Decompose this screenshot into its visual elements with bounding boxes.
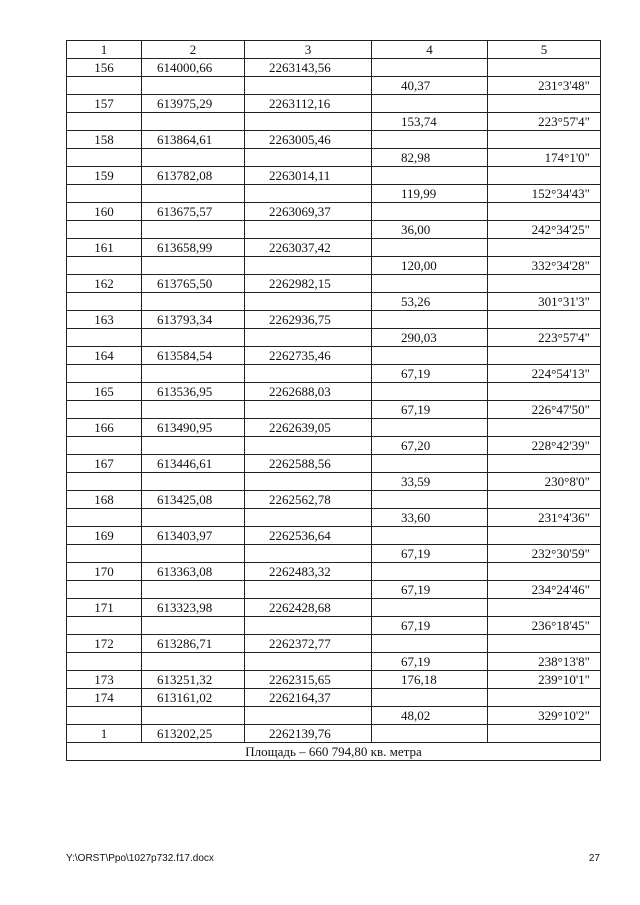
table-row bbox=[67, 221, 601, 239]
table-row bbox=[67, 257, 601, 275]
x-coordinate-cell bbox=[142, 185, 245, 203]
bearing-cell bbox=[488, 275, 601, 293]
bearing-cell bbox=[488, 167, 601, 185]
point-number-cell: 172 bbox=[67, 635, 142, 653]
bearing-cell bbox=[488, 383, 601, 401]
table-row bbox=[67, 59, 601, 77]
area-summary-text: Площадь – 660 794,80 кв. метра bbox=[67, 743, 601, 761]
distance-cell bbox=[372, 563, 488, 581]
point-number-cell: 157 bbox=[67, 95, 142, 113]
x-coordinate-cell: 613251,32 bbox=[142, 671, 245, 689]
x-coordinate-cell bbox=[142, 509, 245, 527]
y-coordinate-cell: 2263143,56 bbox=[245, 59, 372, 77]
table-row bbox=[67, 185, 601, 203]
distance-cell bbox=[372, 725, 488, 743]
bearing-cell bbox=[488, 95, 601, 113]
y-coordinate-cell: 2262639,05 bbox=[245, 419, 372, 437]
point-number-cell bbox=[67, 149, 142, 167]
point-number-cell: 163 bbox=[67, 311, 142, 329]
bearing-cell bbox=[488, 59, 601, 77]
y-coordinate-cell: 2263005,46 bbox=[245, 131, 372, 149]
bearing-cell: 223°57'4" bbox=[488, 329, 601, 347]
point-number-cell bbox=[67, 653, 142, 671]
bearing-cell: 223°57'4" bbox=[488, 113, 601, 131]
x-coordinate-cell bbox=[142, 473, 245, 491]
distance-cell: 153,74 bbox=[372, 113, 488, 131]
point-number-cell: 156 bbox=[67, 59, 142, 77]
table-row bbox=[67, 293, 601, 311]
table-row bbox=[67, 77, 601, 95]
table-row bbox=[67, 419, 601, 437]
y-coordinate-cell: 2263112,16 bbox=[245, 95, 372, 113]
y-coordinate-cell bbox=[245, 221, 372, 239]
distance-cell bbox=[372, 635, 488, 653]
y-coordinate-cell bbox=[245, 437, 372, 455]
table-row bbox=[67, 311, 601, 329]
point-number-cell bbox=[67, 707, 142, 725]
distance-cell bbox=[372, 203, 488, 221]
distance-cell bbox=[372, 419, 488, 437]
x-coordinate-cell bbox=[142, 581, 245, 599]
bearing-cell: 332°34'28" bbox=[488, 257, 601, 275]
distance-cell: 176,18 bbox=[372, 671, 488, 689]
x-coordinate-cell: 613658,99 bbox=[142, 239, 245, 257]
bearing-cell: 242°34'25" bbox=[488, 221, 601, 239]
distance-cell: 67,19 bbox=[372, 581, 488, 599]
y-coordinate-cell: 2262164,37 bbox=[245, 689, 372, 707]
bearing-cell: 301°31'3" bbox=[488, 293, 601, 311]
y-coordinate-cell: 2263014,11 bbox=[245, 167, 372, 185]
table-row bbox=[67, 581, 601, 599]
y-coordinate-cell: 2262936,75 bbox=[245, 311, 372, 329]
y-coordinate-cell bbox=[245, 401, 372, 419]
bearing-cell: 152°34'43" bbox=[488, 185, 601, 203]
distance-cell: 67,19 bbox=[372, 401, 488, 419]
table-row bbox=[67, 401, 601, 419]
y-coordinate-cell bbox=[245, 257, 372, 275]
bearing-cell: 238°13'8" bbox=[488, 653, 601, 671]
y-coordinate-cell: 2262735,46 bbox=[245, 347, 372, 365]
point-number-cell bbox=[67, 221, 142, 239]
y-coordinate-cell: 2263069,37 bbox=[245, 203, 372, 221]
bearing-cell: 236°18'45" bbox=[488, 617, 601, 635]
table-row bbox=[67, 617, 601, 635]
table-row bbox=[67, 239, 601, 257]
point-number-cell: 158 bbox=[67, 131, 142, 149]
point-number-cell bbox=[67, 545, 142, 563]
bearing-cell bbox=[488, 527, 601, 545]
point-number-cell: 165 bbox=[67, 383, 142, 401]
distance-cell: 40,37 bbox=[372, 77, 488, 95]
distance-cell: 120,00 bbox=[372, 257, 488, 275]
x-coordinate-cell bbox=[142, 113, 245, 131]
bearing-cell bbox=[488, 725, 601, 743]
table-row bbox=[67, 275, 601, 293]
bearing-cell bbox=[488, 311, 601, 329]
x-coordinate-cell: 613286,71 bbox=[142, 635, 245, 653]
distance-cell bbox=[372, 131, 488, 149]
point-number-cell bbox=[67, 401, 142, 419]
bearing-cell: 224°54'13" bbox=[488, 365, 601, 383]
table-row bbox=[67, 455, 601, 473]
x-coordinate-cell bbox=[142, 707, 245, 725]
distance-cell: 119,99 bbox=[372, 185, 488, 203]
point-number-cell: 168 bbox=[67, 491, 142, 509]
x-coordinate-cell: 613403,97 bbox=[142, 527, 245, 545]
distance-cell: 33,60 bbox=[372, 509, 488, 527]
x-coordinate-cell: 613425,08 bbox=[142, 491, 245, 509]
distance-cell bbox=[372, 95, 488, 113]
point-number-cell bbox=[67, 113, 142, 131]
bearing-cell bbox=[488, 347, 601, 365]
point-number-cell: 1 bbox=[67, 725, 142, 743]
table-row bbox=[67, 653, 601, 671]
bearing-cell bbox=[488, 599, 601, 617]
bearing-cell bbox=[488, 131, 601, 149]
point-number-cell: 159 bbox=[67, 167, 142, 185]
distance-cell: 67,19 bbox=[372, 365, 488, 383]
x-coordinate-cell bbox=[142, 77, 245, 95]
y-coordinate-cell bbox=[245, 293, 372, 311]
y-coordinate-cell: 2262483,32 bbox=[245, 563, 372, 581]
distance-cell: 48,02 bbox=[372, 707, 488, 725]
x-coordinate-cell: 613864,61 bbox=[142, 131, 245, 149]
y-coordinate-cell bbox=[245, 653, 372, 671]
header-cell-2: 2 bbox=[142, 41, 245, 59]
distance-cell bbox=[372, 167, 488, 185]
y-coordinate-cell bbox=[245, 185, 372, 203]
x-coordinate-cell bbox=[142, 653, 245, 671]
x-coordinate-cell bbox=[142, 545, 245, 563]
table-row bbox=[67, 527, 601, 545]
area-summary-row bbox=[67, 743, 601, 761]
table-row bbox=[67, 635, 601, 653]
y-coordinate-cell bbox=[245, 113, 372, 131]
distance-cell bbox=[372, 59, 488, 77]
x-coordinate-cell: 613765,50 bbox=[142, 275, 245, 293]
distance-cell: 53,26 bbox=[372, 293, 488, 311]
x-coordinate-cell: 613202,25 bbox=[142, 725, 245, 743]
header-cell-4: 4 bbox=[372, 41, 488, 59]
point-number-cell: 171 bbox=[67, 599, 142, 617]
point-number-cell bbox=[67, 437, 142, 455]
x-coordinate-cell bbox=[142, 365, 245, 383]
bearing-cell: 329°10'2" bbox=[488, 707, 601, 725]
y-coordinate-cell: 2262588,56 bbox=[245, 455, 372, 473]
bearing-cell bbox=[488, 203, 601, 221]
y-coordinate-cell bbox=[245, 545, 372, 563]
header-cell-5: 5 bbox=[488, 41, 601, 59]
table-row bbox=[67, 329, 601, 347]
distance-cell: 67,19 bbox=[372, 617, 488, 635]
x-coordinate-cell bbox=[142, 149, 245, 167]
bearing-cell bbox=[488, 563, 601, 581]
y-coordinate-cell: 2262372,77 bbox=[245, 635, 372, 653]
table-header-row bbox=[67, 41, 601, 59]
distance-cell: 36,00 bbox=[372, 221, 488, 239]
distance-cell: 33,59 bbox=[372, 473, 488, 491]
bearing-cell: 174°1'0" bbox=[488, 149, 601, 167]
distance-cell bbox=[372, 311, 488, 329]
point-number-cell: 173 bbox=[67, 671, 142, 689]
distance-cell bbox=[372, 599, 488, 617]
table-row bbox=[67, 113, 601, 131]
distance-cell bbox=[372, 275, 488, 293]
table-row bbox=[67, 671, 601, 689]
header-cell-3: 3 bbox=[245, 41, 372, 59]
bearing-cell: 234°24'46" bbox=[488, 581, 601, 599]
table-row bbox=[67, 203, 601, 221]
bearing-cell: 226°47'50" bbox=[488, 401, 601, 419]
table-row bbox=[67, 473, 601, 491]
point-number-cell bbox=[67, 581, 142, 599]
table-row bbox=[67, 383, 601, 401]
y-coordinate-cell: 2263037,42 bbox=[245, 239, 372, 257]
y-coordinate-cell bbox=[245, 581, 372, 599]
table-row bbox=[67, 149, 601, 167]
table-row bbox=[67, 347, 601, 365]
distance-cell bbox=[372, 491, 488, 509]
x-coordinate-cell: 613323,98 bbox=[142, 599, 245, 617]
x-coordinate-cell: 613975,29 bbox=[142, 95, 245, 113]
y-coordinate-cell: 2262139,76 bbox=[245, 725, 372, 743]
distance-cell bbox=[372, 455, 488, 473]
point-number-cell: 167 bbox=[67, 455, 142, 473]
y-coordinate-cell: 2262536,64 bbox=[245, 527, 372, 545]
point-number-cell bbox=[67, 473, 142, 491]
distance-cell: 290,03 bbox=[372, 329, 488, 347]
bearing-cell bbox=[488, 491, 601, 509]
table-row bbox=[67, 365, 601, 383]
bearing-cell bbox=[488, 455, 601, 473]
point-number-cell bbox=[67, 257, 142, 275]
table-row bbox=[67, 491, 601, 509]
y-coordinate-cell: 2262562,78 bbox=[245, 491, 372, 509]
point-number-cell: 166 bbox=[67, 419, 142, 437]
coordinates-table bbox=[66, 40, 601, 761]
bearing-cell: 230°8'0" bbox=[488, 473, 601, 491]
footer-page-number: 27 bbox=[588, 853, 600, 864]
point-number-cell bbox=[67, 293, 142, 311]
table-row bbox=[67, 725, 601, 743]
bearing-cell bbox=[488, 635, 601, 653]
distance-cell: 67,20 bbox=[372, 437, 488, 455]
bearing-cell bbox=[488, 419, 601, 437]
table-row bbox=[67, 95, 601, 113]
point-number-cell bbox=[67, 617, 142, 635]
table-row bbox=[67, 689, 601, 707]
x-coordinate-cell bbox=[142, 401, 245, 419]
distance-cell bbox=[372, 383, 488, 401]
y-coordinate-cell bbox=[245, 473, 372, 491]
x-coordinate-cell bbox=[142, 437, 245, 455]
x-coordinate-cell: 614000,66 bbox=[142, 59, 245, 77]
x-coordinate-cell: 613536,95 bbox=[142, 383, 245, 401]
y-coordinate-cell bbox=[245, 365, 372, 383]
point-number-cell: 162 bbox=[67, 275, 142, 293]
y-coordinate-cell bbox=[245, 329, 372, 347]
bearing-cell bbox=[488, 239, 601, 257]
x-coordinate-cell bbox=[142, 617, 245, 635]
table-row bbox=[67, 509, 601, 527]
table-row bbox=[67, 707, 601, 725]
point-number-cell bbox=[67, 329, 142, 347]
x-coordinate-cell: 613363,08 bbox=[142, 563, 245, 581]
x-coordinate-cell: 613782,08 bbox=[142, 167, 245, 185]
x-coordinate-cell bbox=[142, 221, 245, 239]
y-coordinate-cell bbox=[245, 617, 372, 635]
x-coordinate-cell: 613161,02 bbox=[142, 689, 245, 707]
point-number-cell: 170 bbox=[67, 563, 142, 581]
header-cell-1: 1 bbox=[67, 41, 142, 59]
table-row bbox=[67, 599, 601, 617]
point-number-cell: 161 bbox=[67, 239, 142, 257]
table-row bbox=[67, 545, 601, 563]
x-coordinate-cell: 613490,95 bbox=[142, 419, 245, 437]
distance-cell: 82,98 bbox=[372, 149, 488, 167]
table-row bbox=[67, 563, 601, 581]
y-coordinate-cell bbox=[245, 509, 372, 527]
x-coordinate-cell bbox=[142, 329, 245, 347]
point-number-cell: 174 bbox=[67, 689, 142, 707]
x-coordinate-cell: 613675,57 bbox=[142, 203, 245, 221]
bearing-cell: 228°42'39" bbox=[488, 437, 601, 455]
y-coordinate-cell: 2262315,65 bbox=[245, 671, 372, 689]
bearing-cell bbox=[488, 689, 601, 707]
point-number-cell bbox=[67, 365, 142, 383]
point-number-cell: 160 bbox=[67, 203, 142, 221]
x-coordinate-cell: 613446,61 bbox=[142, 455, 245, 473]
point-number-cell bbox=[67, 185, 142, 203]
footer-file-path: Y:\ORST\Ppo\1027p732.f17.docx bbox=[66, 853, 214, 864]
bearing-cell: 232°30'59" bbox=[488, 545, 601, 563]
table-row bbox=[67, 167, 601, 185]
y-coordinate-cell bbox=[245, 707, 372, 725]
distance-cell bbox=[372, 527, 488, 545]
x-coordinate-cell: 613584,54 bbox=[142, 347, 245, 365]
x-coordinate-cell: 613793,34 bbox=[142, 311, 245, 329]
y-coordinate-cell: 2262428,68 bbox=[245, 599, 372, 617]
y-coordinate-cell: 2262688,03 bbox=[245, 383, 372, 401]
bearing-cell: 231°3'48" bbox=[488, 77, 601, 95]
bearing-cell: 231°4'36" bbox=[488, 509, 601, 527]
y-coordinate-cell bbox=[245, 149, 372, 167]
y-coordinate-cell bbox=[245, 77, 372, 95]
distance-cell: 67,19 bbox=[372, 653, 488, 671]
distance-cell: 67,19 bbox=[372, 545, 488, 563]
table-row bbox=[67, 437, 601, 455]
point-number-cell bbox=[67, 509, 142, 527]
point-number-cell: 164 bbox=[67, 347, 142, 365]
distance-cell bbox=[372, 239, 488, 257]
distance-cell bbox=[372, 347, 488, 365]
point-number-cell bbox=[67, 77, 142, 95]
bearing-cell: 239°10'1" bbox=[488, 671, 601, 689]
x-coordinate-cell bbox=[142, 293, 245, 311]
x-coordinate-cell bbox=[142, 257, 245, 275]
point-number-cell: 169 bbox=[67, 527, 142, 545]
table-row bbox=[67, 131, 601, 149]
distance-cell bbox=[372, 689, 488, 707]
y-coordinate-cell: 2262982,15 bbox=[245, 275, 372, 293]
